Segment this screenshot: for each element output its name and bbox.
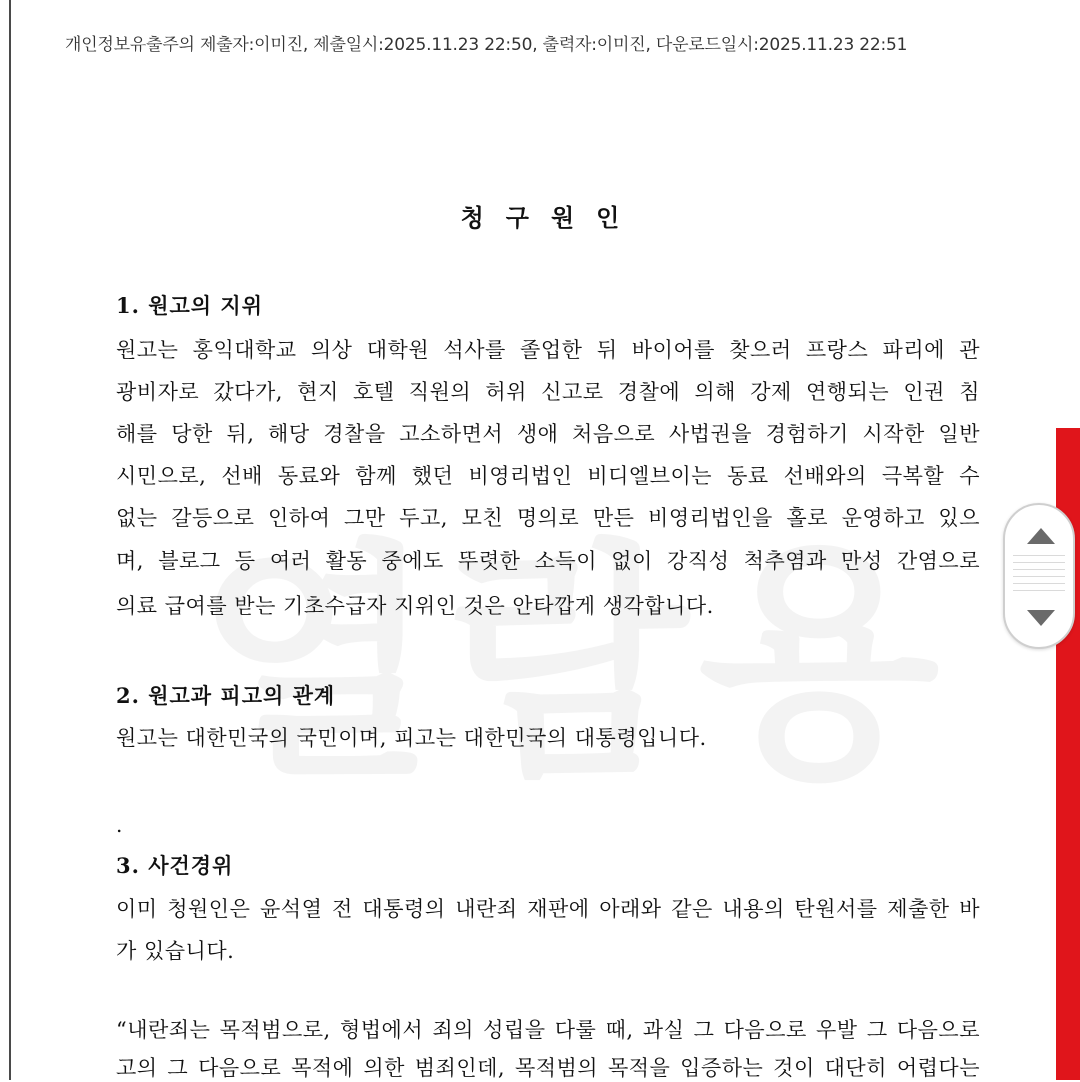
section-heading-case-background: 3. 사건경위 xyxy=(116,853,234,878)
paragraph-line: 시민으로, 선배 동료와 함께 했던 비영리법인 비디엘브이는 동료 선배와의 극복할 수 xyxy=(116,464,980,488)
stray-dot-mark: . xyxy=(116,813,123,837)
scroll-grip-lines[interactable] xyxy=(1013,555,1065,597)
quote-line: 고의 그 다음으로 목적에 의한 범죄인데, 목적범의 목적을 입증하는 것이 대단히 어렵다는 xyxy=(116,1056,980,1080)
paragraph-line: 며, 블로그 등 여러 활동 중에도 뚜렷한 소득이 없이 강직성 척추염과 만성 간염으로 xyxy=(116,549,980,573)
paragraph-line: 원고는 홍익대학교 의상 대학원 석사를 졸업한 뒤 바이어를 찾으러 프랑스 파리에 관 xyxy=(116,338,980,362)
view-only-watermark xyxy=(195,540,950,790)
paragraph-line: 광비자로 갔다가, 현지 호텔 직원의 허위 신고로 경찰에 의해 강제 연행되는 인권 침 xyxy=(116,380,980,404)
document-title: 청구원인 xyxy=(460,203,642,232)
chevron-down-icon[interactable] xyxy=(1027,610,1055,626)
page-left-border xyxy=(0,0,11,1080)
paragraph-line: 의료 급여를 받는 기초수급자 지위인 것은 안타깝게 생각합니다. xyxy=(116,594,714,618)
paragraph-line: 해를 당한 뒤, 해당 경찰을 고소하면서 생애 처음으로 사법권을 경험하기 시작한 일반 xyxy=(116,422,980,446)
paragraph-line: 없는 갈등으로 인하여 그만 두고, 모친 명의로 만든 비영리법인을 홀로 운영하고 있으 xyxy=(116,506,980,530)
chevron-up-icon[interactable] xyxy=(1027,528,1055,544)
page-scroll-widget[interactable] xyxy=(1003,503,1075,649)
section-heading-party-relation: 2. 원고과 피고의 관계 xyxy=(116,683,336,708)
paragraph-line: 원고는 대한민국의 국민이며, 피고는 대한민국의 대통령입니다. xyxy=(116,726,707,750)
paragraph-line: 이미 청원인은 윤석열 전 대통령의 내란죄 재판에 아래와 같은 내용의 탄원서를 제출한 바 xyxy=(116,897,980,921)
print-meta-header: 개인정보유출주의 제출자:이미진, 제출일시:2025.11.23 22:50, 출력자:이미진, 다운로드일시:2025.11.23 22:51 xyxy=(65,35,908,55)
paragraph-line: 가 있습니다. xyxy=(116,939,235,963)
section-heading-plaintiff-status: 1. 원고의 지위 xyxy=(116,293,263,318)
quote-line: “내란죄는 목적범으로, 형법에서 죄의 성립을 다룰 때, 과실 그 다음으로 우발 그 다음으로 xyxy=(116,1018,980,1042)
